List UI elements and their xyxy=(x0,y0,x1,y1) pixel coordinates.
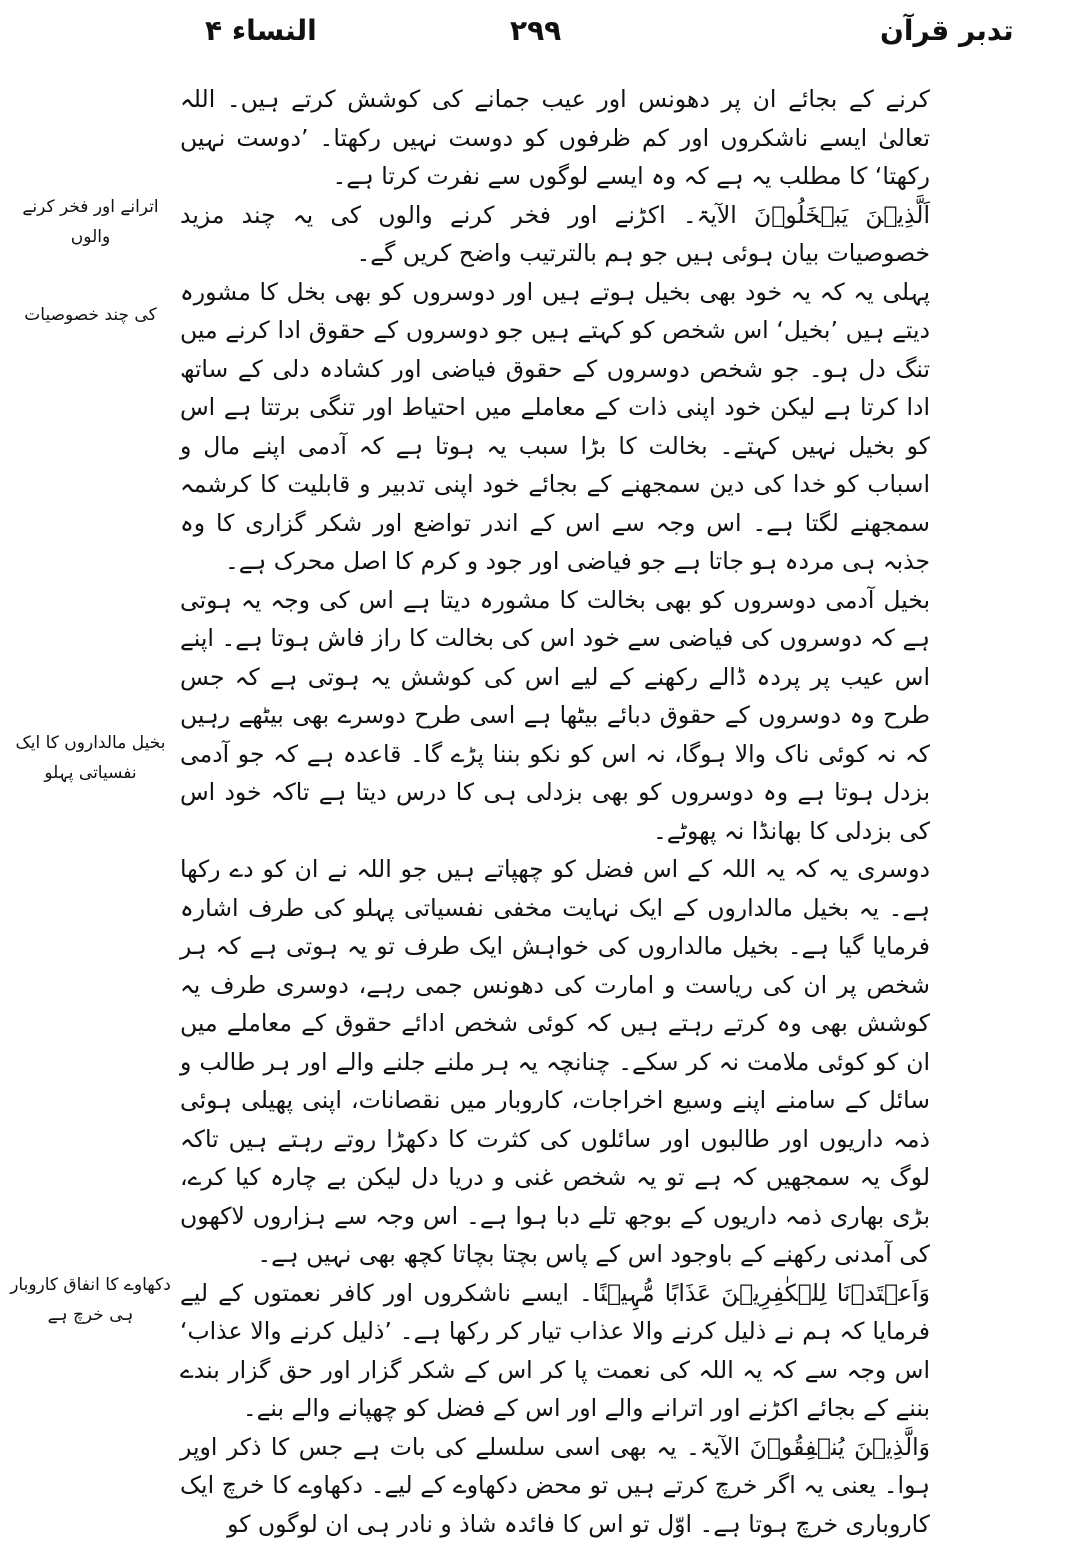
paragraph: وَالَّذِیۡنَ یُنۡفِقُوۡنَ الآیۃ۔ یہ بھی اسی سلسلے کی بات ہے جس کا ذکر اوپر ہوا۔ یعنی یہ اگر خرچ کرتے ہیں تو محض دکھاوے کے لیے۔ دکھاوے کا خرچ ایک کاروباری خرچ ہوتا ہے۔ اوّل تو اس کا فائدہ شاذ و نادر ہی ان لوگوں کو xyxy=(180,1428,930,1543)
page-number: ۲۹۹ xyxy=(510,14,561,47)
side-note: دکھاوے کا انفاق کاروبار ہی خرچ ہے xyxy=(8,1270,173,1330)
paragraph: کرنے کے بجائے ان پر دھونس اور عیب جمانے کی کوشش کرتے ہیں۔ اللہ تعالیٰ ایسے ناشکروں اور کم ظرفوں کو دوست نہیں رکھتا۔ ’دوست نہیں رکھتا‘ کا مطلب یہ ہے کہ وہ ایسے لوگوں سے نفرت کرتا ہے۔ xyxy=(180,80,930,196)
book-title: تدبر قرآن xyxy=(880,14,1014,47)
paragraph: دوسری یہ کہ یہ اللہ کے اس فضل کو چھپاتے ہیں جو اللہ نے ان کو دے رکھا ہے۔ یہ بخیل مالداروں کے ایک نہایت مخفی نفسیاتی پہلو کی طرف اشارہ فرمایا گیا ہے۔ بخیل مالداروں کی خواہش ایک طرف تو یہ ہوتی ہے کہ ہر شخص پر ان کی ریاست و امارت کی دھونس جمی رہے، دوسری طرف یہ کوشش بھی وہ کرتے رہتے ہیں کہ کوئی شخص ادائے حقوق کے معاملے میں ان کو کوئی ملامت نہ کر سکے۔ چنانچہ یہ ہر ملنے جلنے والے اور ہر طالب و سائل کے سامنے اپنے وسیع اخراجات، کاروبار میں نقصانات، اپنی پھیلی ہوئی ذمہ داریوں اور طالبوں اور سائلوں کی کثرت کا دکھڑا روتے رہتے ہیں تاکہ لوگ یہ سمجھیں کہ ہے تو یہ شخص غنی و دریا دل لیکن بے چارہ کیا کرے، بڑی بھاری ذمہ داریوں کے بوجھ تلے دبا ہوا ہے۔ اس وجہ سے ہزاروں لاکھوں کی آمدنی رکھنے کے باوجود اس کے پاس بچتا بچاتا کچھ بھی نہیں ہے۔ xyxy=(180,850,930,1274)
paragraph: بخیل آدمی دوسروں کو بھی بخالت کا مشورہ دیتا ہے اس کی وجہ یہ ہوتی ہے کہ دوسروں کی فیاضی سے خود اس کی بخالت کا راز فاش ہوتا ہے۔ اپنے اس عیب پر پردہ ڈالے رکھنے کے لیے اس کی کوشش یہ ہوتی ہے کہ جس طرح وہ دوسروں کے حقوق دبائے بیٹھا ہے اسی طرح دوسرے بھی بیٹھے رہیں کہ نہ کوئی ناک والا ہوگا، نہ اس کو نکو بننا پڑے گا۔ قاعدہ ہے کہ جو آدمی بزدل ہوتا ہے وہ دوسروں کو بھی بزدلی ہی کا درس دیتا ہے تاکہ خود اس کی بزدلی کا بھانڈا نہ پھوٹے۔ xyxy=(180,581,930,851)
page-header xyxy=(0,14,1071,54)
side-note: بخیل مالداروں کا ایک نفسیاتی پہلو xyxy=(8,728,173,788)
side-note: اترانے اور فخر کرنے والوں xyxy=(8,192,173,252)
paragraph: وَاَعۡتَدۡنَا لِلۡکٰفِرِیۡنَ عَذَابًا مُّہِیۡنًا۔ ایسے ناشکروں اور کافر نعمتوں کے لیے فرمایا کہ ہم نے ذلیل کرنے والا عذاب تیار کر رکھا ہے۔ ’ذلیل کرنے والا عذاب‘ اس وجہ سے کہ یہ اللہ کی نعمت پا کر اس کے شکر گزار اور حق گزار بندے بننے کے بجائے اکڑنے اور اترانے والے اور اس کے فضل کو چھپانے والے بنے۔ xyxy=(180,1274,930,1428)
surah-name: النساء ۴ xyxy=(205,14,317,47)
paragraph: اَلَّذِیۡنَ یَبۡخَلُوۡنَ الآیۃ۔ اکڑنے اور فخر کرنے والوں کی یہ چند مزید خصوصیات بیان ہوئی ہیں جو ہم بالترتیب واضح کریں گے۔ xyxy=(180,196,930,273)
side-note: کی چند خصوصیات xyxy=(8,300,173,330)
paragraph: پہلی یہ کہ یہ خود بھی بخیل ہوتے ہیں اور دوسروں کو بھی بخل کا مشورہ دیتے ہیں ’بخیل‘ اس شخص کو کہتے ہیں جو دوسروں کے حقوق ادا کرنے میں تنگ دل ہو۔ جو شخص دوسروں کے حقوق فیاضی اور کشادہ دلی کے ساتھ ادا کرتا ہے لیکن خود اپنی ذات کے معاملے میں احتیاط اور تنگی برتتا ہے اس کو بخیل نہیں کہتے۔ بخالت کا بڑا سبب یہ ہوتا ہے کہ آدمی اپنے مال و اسباب کو خدا کی دین سمجھنے کے بجائے خود اپنی تدبیر و قابلیت کا کرشمہ سمجھنے لگتا ہے۔ اس وجہ سے اس کے اندر تواضع اور شکر گزاری کا وہ جذبہ ہی مردہ ہو جاتا ہے جو فیاضی اور جود و کرم کا اصل محرک ہے۔ xyxy=(180,273,930,581)
body-text xyxy=(180,80,930,1543)
